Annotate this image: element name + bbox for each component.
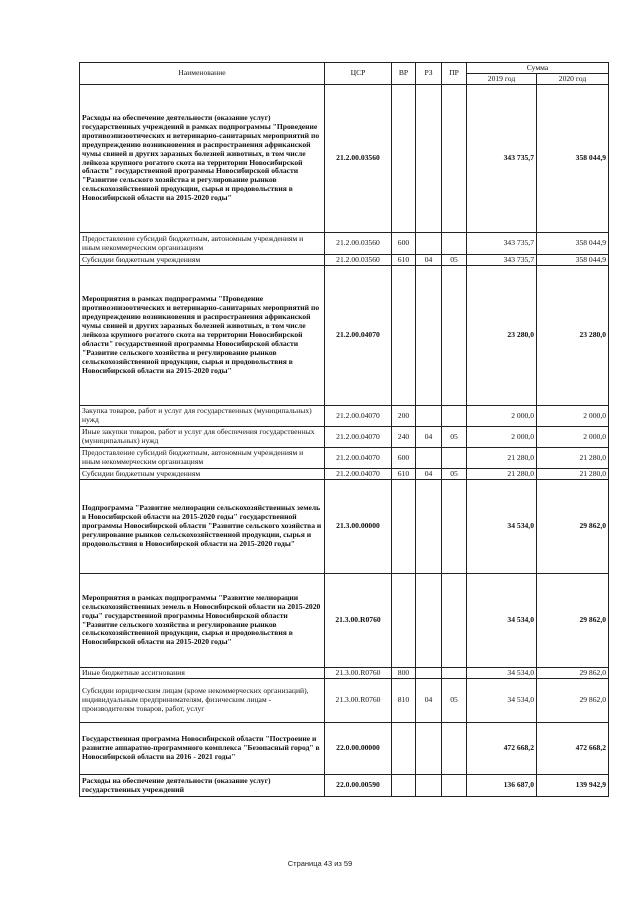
row-rz — [416, 775, 442, 797]
row-name: Иные бюджетные ассигнования — [80, 668, 325, 679]
row-sum-2019: 34 534,0 — [467, 480, 537, 574]
header-vr: ВР — [392, 63, 416, 85]
header-name: Наименование — [80, 63, 325, 85]
row-vr: 600 — [392, 233, 416, 255]
row-name: Субсидии бюджетным учреждениям — [80, 255, 325, 266]
row-name: Мероприятия в рамках подпрограммы "Развитие мелиорации сельскохозяйственных земель в Новосибирской области на 2015-2020 годы" государственной программы Новосибирской области "Развитие сельского хозяйства и регулирование рынков сельскохозяйственной продукции, сырья и продовольствия в Новосибирской области на 2015-2020 годы" — [80, 574, 325, 668]
row-sum-2019: 21 280,0 — [467, 448, 537, 469]
row-vr — [392, 574, 416, 668]
row-pr — [442, 574, 467, 668]
row-csr: 21.3.00.00000 — [325, 480, 392, 574]
row-sum-2019: 34 534,0 — [467, 679, 537, 723]
row-sum-2019: 343 735,7 — [467, 255, 537, 266]
row-rz — [416, 574, 442, 668]
row-pr — [442, 233, 467, 255]
row-rz — [416, 668, 442, 679]
row-vr: 610 — [392, 255, 416, 266]
row-vr: 200 — [392, 406, 416, 427]
row-rz: 04 — [416, 255, 442, 266]
row-sum-2019: 2 000,0 — [467, 427, 537, 448]
row-name: Закупка товаров, работ и услуг для государственных (муниципальных) нужд — [80, 406, 325, 427]
row-sum-2019: 343 735,7 — [467, 233, 537, 255]
row-vr — [392, 775, 416, 797]
header-pr: ПР — [442, 63, 467, 85]
row-sum-2020: 23 280,0 — [537, 266, 609, 406]
header-year-2020: 2020 год — [537, 74, 609, 85]
row-sum-2019: 136 687,0 — [467, 775, 537, 797]
row-rz — [416, 448, 442, 469]
row-pr: 05 — [442, 469, 467, 480]
budget-table — [79, 62, 609, 797]
row-vr — [392, 723, 416, 775]
row-sum-2020: 21 280,0 — [537, 469, 609, 480]
row-name: Предоставление субсидий бюджетным, автономным учреждениям и иным некоммерческим организациям — [80, 448, 325, 469]
row-csr: 21.2.00.04070 — [325, 469, 392, 480]
row-pr — [442, 448, 467, 469]
table-row — [80, 448, 609, 469]
row-csr: 21.2.00.03560 — [325, 255, 392, 266]
row-sum-2019: 34 534,0 — [467, 668, 537, 679]
row-csr: 21.2.00.03560 — [325, 233, 392, 255]
row-csr: 21.2.00.04070 — [325, 266, 392, 406]
row-vr — [392, 266, 416, 406]
row-pr — [442, 266, 467, 406]
row-sum-2020: 472 668,2 — [537, 723, 609, 775]
row-pr — [442, 668, 467, 679]
row-sum-2020: 358 044,9 — [537, 233, 609, 255]
row-sum-2019: 21 280,0 — [467, 469, 537, 480]
row-csr: 21.2.00.03560 — [325, 85, 392, 233]
row-sum-2019: 23 280,0 — [467, 266, 537, 406]
row-name: Субсидии юридическим лицам (кроме некоммерческих организаций), индивидуальным предпринимателям, физическим лицам - производителям товаров, работ, услуг — [80, 679, 325, 723]
row-sum-2020: 21 280,0 — [537, 448, 609, 469]
header-year-2019: 2019 год — [467, 74, 537, 85]
row-rz: 04 — [416, 427, 442, 448]
row-rz — [416, 406, 442, 427]
row-name: Расходы на обеспечение деятельности (оказание услуг) государственных учреждений — [80, 775, 325, 797]
row-vr: 600 — [392, 448, 416, 469]
row-sum-2020: 29 862,0 — [537, 480, 609, 574]
row-sum-2020: 29 862,0 — [537, 668, 609, 679]
table-row — [80, 668, 609, 679]
page-number: Страница 43 из 59 — [287, 859, 353, 868]
row-rz — [416, 480, 442, 574]
row-csr: 21.2.00.04070 — [325, 448, 392, 469]
row-sum-2020: 29 862,0 — [537, 679, 609, 723]
row-name: Расходы на обеспечение деятельности (оказание услуг) государственных учреждений в рамках подпрограммы "Проведение противоэпизоотических и ветеринарно-санитарных мероприятий по предупреждению возникновения и распространения африканской чумы свиней и других заразных болезней животных, в том числе лейкоза крупного рогатого скота на территории Новосибирской области" государственной программы Новосибирской области "Развитие сельского хозяйства и регулирование рынков сельскохозяйственной продукции, сырья и продовольствия в Новосибирской области на 2015-2020 годы" — [80, 85, 325, 233]
table-row — [80, 480, 609, 574]
row-sum-2020: 29 862,0 — [537, 574, 609, 668]
row-csr: 21.2.00.04070 — [325, 406, 392, 427]
row-sum-2020: 2 000,0 — [537, 406, 609, 427]
row-name: Мероприятия в рамках подпрограммы "Проведение противоэпизоотических и ветеринарно-санитарных мероприятий по предупреждению возникновения и распространения африканской чумы свиней и других заразных болезней животных, в том числе лейкоза крупного рогатого скота на территории Новосибирской области" государственной программы Новосибирской области "Развитие сельского хозяйства и регулирование рынков сельскохозяйственной продукции, сырья и продовольствия в Новосибирской области на 2015-2020 годы" — [80, 266, 325, 406]
row-vr: 240 — [392, 427, 416, 448]
row-rz: 04 — [416, 469, 442, 480]
header-rz: РЗ — [416, 63, 442, 85]
row-sum-2019: 343 735,7 — [467, 85, 537, 233]
row-name: Подпрограмма "Развитие мелиорации сельскохозяйственных земель в Новосибирской области на 2015-2020 годы" государственной программы Новосибирской области "Развитие сельского хозяйства и регулирование рынков сельскохозяйственной продукции, сырья и продовольствия в Новосибирской области на 2015-2020 годы" — [80, 480, 325, 574]
row-sum-2020: 139 942,9 — [537, 775, 609, 797]
row-vr: 810 — [392, 679, 416, 723]
row-csr: 22.0.00.00000 — [325, 723, 392, 775]
row-name: Иные закупки товаров, работ и услуг для обеспечения государственных (муниципальных) нужд — [80, 427, 325, 448]
header-csr: ЦСР — [325, 63, 392, 85]
header-sum: Сумма — [467, 63, 609, 74]
table-row — [80, 266, 609, 406]
table-row — [80, 469, 609, 480]
row-pr: 05 — [442, 255, 467, 266]
row-sum-2019: 472 668,2 — [467, 723, 537, 775]
row-sum-2019: 34 534,0 — [467, 574, 537, 668]
table-row — [80, 233, 609, 255]
row-rz — [416, 85, 442, 233]
row-name: Субсидии бюджетным учреждениям — [80, 469, 325, 480]
row-csr: 21.3.00.R0760 — [325, 679, 392, 723]
row-vr — [392, 85, 416, 233]
table-row — [80, 406, 609, 427]
row-pr — [442, 775, 467, 797]
row-rz — [416, 723, 442, 775]
table-row — [80, 85, 609, 233]
row-sum-2019: 2 000,0 — [467, 406, 537, 427]
row-sum-2020: 358 044,9 — [537, 255, 609, 266]
row-rz — [416, 233, 442, 255]
row-name: Государственная программа Новосибирской области "Построение и развитие аппаратно-программного комплекса "Безопасный город" в Новосибирской области на 2016 - 2021 годы" — [80, 723, 325, 775]
row-pr: 05 — [442, 679, 467, 723]
table-row — [80, 723, 609, 775]
row-rz — [416, 266, 442, 406]
table-row — [80, 775, 609, 797]
row-csr: 21.2.00.04070 — [325, 427, 392, 448]
table-row — [80, 427, 609, 448]
row-vr: 800 — [392, 668, 416, 679]
row-pr — [442, 723, 467, 775]
row-pr — [442, 406, 467, 427]
table-row — [80, 255, 609, 266]
row-sum-2020: 2 000,0 — [537, 427, 609, 448]
row-csr: 21.3.00.R0760 — [325, 574, 392, 668]
row-pr — [442, 85, 467, 233]
row-pr: 05 — [442, 427, 467, 448]
row-name: Предоставление субсидий бюджетным, автономным учреждениям и иным некоммерческим организациям — [80, 233, 325, 255]
row-vr — [392, 480, 416, 574]
row-csr: 22.0.00.00590 — [325, 775, 392, 797]
table-row — [80, 679, 609, 723]
table-row — [80, 574, 609, 668]
row-csr: 21.3.00.R0760 — [325, 668, 392, 679]
row-sum-2020: 358 044,9 — [537, 85, 609, 233]
row-vr: 610 — [392, 469, 416, 480]
row-rz: 04 — [416, 679, 442, 723]
row-pr — [442, 480, 467, 574]
